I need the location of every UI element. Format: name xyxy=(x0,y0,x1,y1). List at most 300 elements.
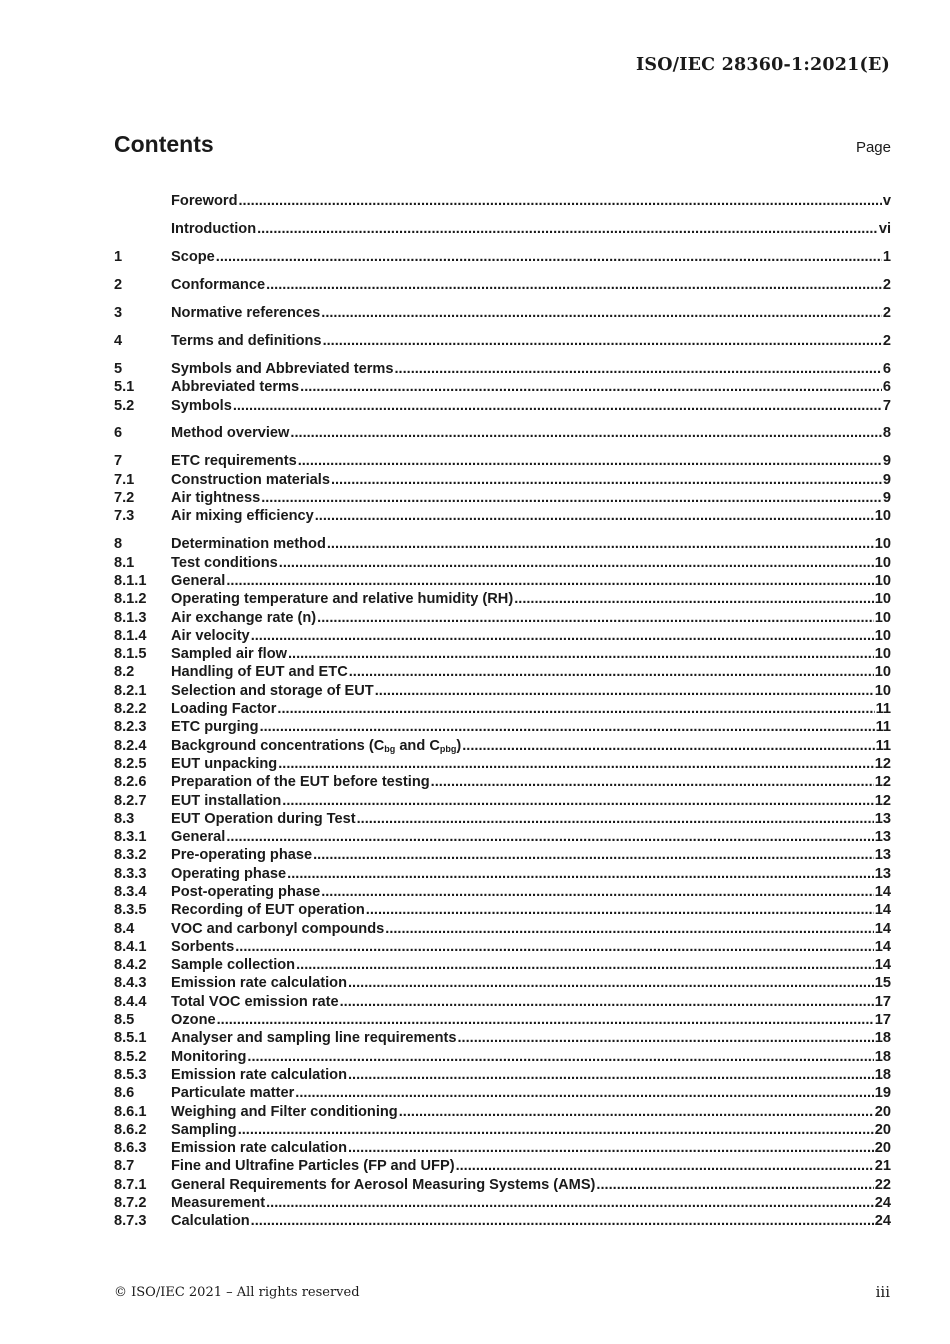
toc-entry-title: EUT Operation during Test xyxy=(171,810,356,827)
toc-entry-line xyxy=(171,974,891,992)
toc-entry-title: Test conditions xyxy=(171,554,278,571)
standard-identifier: ISO/IEC 28360-1:2021(E) xyxy=(636,55,890,75)
toc-entry[interactable] xyxy=(114,452,891,470)
toc-entry-line xyxy=(171,471,891,489)
toc-entry-title: Conformance xyxy=(171,276,266,293)
toc-entry-line xyxy=(171,489,891,507)
toc-entry-title: General xyxy=(171,829,226,846)
toc-entry-page: 13 xyxy=(874,847,891,864)
toc-entry[interactable] xyxy=(114,1029,891,1047)
toc-entry-page: 10 xyxy=(874,536,891,553)
dot-leader xyxy=(288,645,874,663)
toc-entry-page: 18 xyxy=(874,1048,891,1065)
dot-leader xyxy=(277,700,874,718)
toc-entry-title: Sorbents xyxy=(171,938,235,955)
toc-entry-page: 2 xyxy=(882,276,891,293)
toc-entry-line xyxy=(171,865,891,883)
toc-entry-number: 8.2.3 xyxy=(114,719,147,736)
toc-entry-number: 5.1 xyxy=(114,379,135,396)
toc-entry-line xyxy=(171,609,891,627)
toc-entry-number: 8.5.1 xyxy=(114,1030,147,1047)
toc-entry-title: VOC and carbonyl compounds xyxy=(171,920,385,937)
toc-entry-title: Emission rate calculation xyxy=(171,1140,347,1157)
toc-entry-page: 10 xyxy=(874,591,891,608)
toc-entry-number: 8.4 xyxy=(114,920,135,937)
toc-entry-title: Symbols and Abbreviated terms xyxy=(171,360,394,377)
toc-entry[interactable] xyxy=(114,220,891,238)
toc-entry-line xyxy=(171,1048,891,1066)
toc-entry[interactable] xyxy=(114,1176,891,1194)
toc-entry-page: 14 xyxy=(874,938,891,955)
dot-leader xyxy=(323,332,882,350)
toc-entry-number: 8.2.6 xyxy=(114,774,147,791)
toc-entry[interactable] xyxy=(114,609,891,627)
toc-entry-line xyxy=(171,332,891,350)
toc-entry-line xyxy=(171,1194,891,1212)
toc-entry-page: 10 xyxy=(874,664,891,681)
toc-entry-line xyxy=(171,901,891,919)
toc-entry-page: 11 xyxy=(875,701,891,718)
toc-entry-page: 9 xyxy=(882,453,891,470)
toc-entry-title: ETC purging xyxy=(171,719,259,736)
toc-entry-page: 12 xyxy=(874,792,891,809)
toc-entry-line xyxy=(171,276,891,294)
toc-entry-title: General Requirements for Aerosol Measuring Systems (AMS) xyxy=(171,1176,596,1193)
toc-entry-line xyxy=(171,938,891,956)
dot-leader xyxy=(235,938,874,956)
toc-entry[interactable] xyxy=(114,1011,891,1029)
toc-entry[interactable] xyxy=(114,627,891,645)
toc-entry-number: 8.1.1 xyxy=(114,572,147,589)
dot-leader xyxy=(290,424,881,442)
toc-entry[interactable] xyxy=(114,682,891,700)
toc-entry-page: 13 xyxy=(874,829,891,846)
toc-entry-page: 22 xyxy=(874,1176,891,1193)
toc-entry-line xyxy=(171,920,891,938)
toc-entry-page: 7 xyxy=(882,397,891,414)
toc-entry-line xyxy=(171,360,891,378)
dot-leader xyxy=(399,1103,874,1121)
toc-entry-page: 24 xyxy=(874,1195,891,1212)
toc-entry[interactable] xyxy=(114,535,891,553)
toc-entry-page: 9 xyxy=(882,471,891,488)
toc-entry-number: 4 xyxy=(114,332,123,349)
toc-entry-title: Scope xyxy=(171,248,215,265)
toc-entry-number: 7.3 xyxy=(114,508,135,525)
toc-entry[interactable] xyxy=(114,192,891,210)
toc-entry-page: 13 xyxy=(874,865,891,882)
toc-entry-title: Selection and storage of EUT xyxy=(171,682,374,699)
toc-entry-number: 1 xyxy=(114,248,123,265)
toc-entry-title: Post-operating phase xyxy=(171,883,321,900)
toc-entry-number: 8.2.7 xyxy=(114,792,147,809)
toc-entry-number: 8.2.5 xyxy=(114,755,147,772)
toc-entry[interactable] xyxy=(114,938,891,956)
toc-entry-page: 20 xyxy=(874,1140,891,1157)
toc-entry-page: 10 xyxy=(874,627,891,644)
toc-entry-page: 11 xyxy=(875,719,891,736)
dot-leader xyxy=(317,609,874,627)
toc-entry-page: 24 xyxy=(874,1213,891,1230)
toc-entry-title: Loading Factor xyxy=(171,701,277,718)
toc-entry-line xyxy=(171,883,891,901)
toc-entry-line xyxy=(171,554,891,572)
toc-entry-number: 8.4.2 xyxy=(114,957,147,974)
dot-leader xyxy=(357,810,874,828)
toc-entry-title: Terms and definitions xyxy=(171,332,322,349)
toc-entry[interactable] xyxy=(114,883,891,901)
toc-entry-number: 8.7.2 xyxy=(114,1195,147,1212)
toc-entry-number: 5.2 xyxy=(114,397,135,414)
dot-leader xyxy=(300,378,882,396)
toc-entry[interactable] xyxy=(114,360,891,378)
dot-leader xyxy=(315,507,874,525)
dot-leader xyxy=(366,901,874,919)
toc-entry-line xyxy=(171,397,891,415)
toc-entry-title: Foreword xyxy=(171,193,238,209)
toc-entry-title: Air exchange rate (n) xyxy=(171,609,317,626)
dot-leader xyxy=(331,471,882,489)
toc-entry-line xyxy=(171,378,891,396)
toc-entry-number: 8.3 xyxy=(114,810,135,827)
toc-entry[interactable] xyxy=(114,920,891,938)
toc-entry-page: 1 xyxy=(882,248,891,265)
dot-leader xyxy=(296,956,874,974)
dot-leader xyxy=(348,974,874,992)
toc-entry-page: 17 xyxy=(874,993,891,1010)
toc-entry-line xyxy=(171,828,891,846)
toc-entry-page: 8 xyxy=(882,425,891,442)
toc-entry-line xyxy=(171,1066,891,1084)
toc-entry[interactable] xyxy=(114,332,891,350)
toc-entry[interactable] xyxy=(114,590,891,608)
toc-entry-number: 8.2.2 xyxy=(114,701,147,718)
toc-entry-page: 15 xyxy=(874,975,891,992)
toc-entry-title: Construction materials xyxy=(171,471,330,488)
dot-leader xyxy=(279,554,874,572)
toc-entry-number: 8.1.5 xyxy=(114,646,147,663)
dot-leader xyxy=(295,1084,873,1102)
dot-leader xyxy=(394,360,881,378)
toc-entry-title-text: and C xyxy=(395,737,440,754)
dot-leader xyxy=(348,1139,874,1157)
dot-leader xyxy=(278,755,874,773)
toc-entry-line xyxy=(171,304,891,322)
toc-entry-page: 17 xyxy=(874,1012,891,1029)
toc-entry[interactable] xyxy=(114,865,891,883)
toc-entry-line xyxy=(171,718,891,736)
dot-leader xyxy=(233,397,882,415)
dot-leader xyxy=(266,276,882,294)
dot-leader xyxy=(238,1121,874,1139)
toc-entry[interactable] xyxy=(114,1066,891,1084)
dot-leader xyxy=(298,452,882,470)
toc-entry-page: 2 xyxy=(882,332,891,349)
dot-leader xyxy=(431,773,874,791)
toc-entry-number: 8.5.2 xyxy=(114,1048,147,1065)
toc-entry-number: 8.1.4 xyxy=(114,627,147,644)
toc-entry-number: 8.7 xyxy=(114,1158,135,1175)
toc-entry[interactable] xyxy=(114,663,891,681)
toc-entry-number: 8 xyxy=(114,536,123,553)
toc-entry[interactable] xyxy=(114,507,891,525)
toc-entry-number: 2 xyxy=(114,276,123,293)
toc-entry-page: 12 xyxy=(874,774,891,791)
toc-entry-page: 19 xyxy=(874,1085,891,1102)
toc-entry-line xyxy=(171,1212,891,1230)
toc-entry[interactable] xyxy=(114,489,891,507)
toc-entry-page: 20 xyxy=(874,1103,891,1120)
dot-leader xyxy=(257,220,878,238)
toc-entry-title: Pre-operating phase xyxy=(171,847,313,864)
toc-entry-number: 5 xyxy=(114,360,123,377)
dot-leader xyxy=(287,865,874,883)
toc-entry-page: 6 xyxy=(882,379,891,396)
toc-entry-number: 8.7.3 xyxy=(114,1213,147,1230)
toc-entry[interactable] xyxy=(114,1103,891,1121)
toc-entry[interactable] xyxy=(114,397,891,415)
toc-entry-number: 8.7.1 xyxy=(114,1176,147,1193)
toc-entry-number: 7.2 xyxy=(114,490,135,507)
toc-entry-page: 10 xyxy=(874,646,891,663)
dot-leader xyxy=(457,1029,873,1047)
toc-entry-title: Preparation of the EUT before testing xyxy=(171,774,430,791)
toc-entry-title: Sample collection xyxy=(171,957,296,974)
toc-entry-title: Abbreviated terms xyxy=(171,379,300,396)
toc-entry[interactable] xyxy=(114,993,891,1011)
toc-entry-line xyxy=(171,810,891,828)
toc-entry-title: Total VOC emission rate xyxy=(171,993,339,1010)
toc-entry-title: Symbols xyxy=(171,397,232,414)
toc-entry-number: 3 xyxy=(114,304,123,321)
toc-entry-title: Particulate matter xyxy=(171,1085,295,1102)
toc-entry-line xyxy=(171,755,891,773)
dot-leader xyxy=(462,737,874,755)
toc-entry-line xyxy=(171,1139,891,1157)
toc-entry[interactable] xyxy=(114,471,891,489)
toc-entry[interactable] xyxy=(114,846,891,864)
toc-entry-page: 2 xyxy=(882,304,891,321)
toc-entry-number: 8.2.4 xyxy=(114,737,147,754)
toc-entry-line xyxy=(171,700,891,718)
toc-entry-page: 10 xyxy=(874,572,891,589)
toc-entry-page: 10 xyxy=(874,609,891,626)
toc-entry[interactable] xyxy=(114,1048,891,1066)
toc-entry-line xyxy=(171,590,891,608)
toc-entry[interactable] xyxy=(114,792,891,810)
toc-entry-title: Analyser and sampling line requirements xyxy=(171,1030,457,1047)
dot-leader xyxy=(282,792,873,810)
toc-entry[interactable] xyxy=(114,645,891,663)
toc-entry[interactable] xyxy=(114,718,891,736)
dot-leader xyxy=(385,920,874,938)
toc-entry-line xyxy=(171,220,891,238)
toc-entry-line xyxy=(171,507,891,525)
toc-entry-title: Emission rate calculation xyxy=(171,975,347,992)
toc-entry-page: 6 xyxy=(882,360,891,377)
toc-entry-number: 8.6.1 xyxy=(114,1103,147,1120)
toc-entry-line xyxy=(171,645,891,663)
toc-entry-title: Operating temperature and relative humidity (RH) xyxy=(171,591,514,608)
toc-entry-title: Monitoring xyxy=(171,1048,247,1065)
toc-entry-line xyxy=(171,1011,891,1029)
table-of-contents xyxy=(114,192,891,1231)
subscript: bg xyxy=(384,743,396,754)
toc-entry-page: 10 xyxy=(874,682,891,699)
toc-entry-number: 8.1.2 xyxy=(114,591,147,608)
dot-leader xyxy=(327,535,874,553)
toc-entry-line xyxy=(171,846,891,864)
toc-entry-title: EUT unpacking xyxy=(171,755,278,772)
dot-leader xyxy=(514,590,874,608)
toc-entry-page: 14 xyxy=(874,902,891,919)
toc-entry-title: Sampling xyxy=(171,1121,237,1138)
toc-entry-number: 8.3.5 xyxy=(114,902,147,919)
toc-entry-title: Normative references xyxy=(171,304,321,321)
toc-entry-number: 7 xyxy=(114,453,123,470)
dot-leader xyxy=(217,1011,874,1029)
dot-leader xyxy=(340,993,874,1011)
dot-leader xyxy=(313,846,874,864)
toc-entry-title: Emission rate calculation xyxy=(171,1066,347,1083)
toc-entry-line xyxy=(171,248,891,266)
toc-entry-line xyxy=(171,535,891,553)
toc-entry-title: Handling of EUT and ETC xyxy=(171,664,348,681)
toc-entry-number: 8.6.2 xyxy=(114,1121,147,1138)
toc-entry-page: 10 xyxy=(874,508,891,525)
toc-entry-number: 8.4.4 xyxy=(114,993,147,1010)
toc-entry[interactable] xyxy=(114,1194,891,1212)
toc-entry-line xyxy=(171,956,891,974)
toc-entry-title: EUT installation xyxy=(171,792,282,809)
toc-entry-title: Air velocity xyxy=(171,627,250,644)
toc-entry-line xyxy=(171,1121,891,1139)
dot-leader xyxy=(247,1048,873,1066)
toc-entry[interactable] xyxy=(114,1084,891,1102)
dot-leader xyxy=(226,572,873,590)
toc-entry-number: 6 xyxy=(114,425,123,442)
toc-entry[interactable] xyxy=(114,554,891,572)
toc-entry-line xyxy=(171,1084,891,1102)
toc-entry[interactable] xyxy=(114,810,891,828)
page-number: iii xyxy=(875,1283,890,1301)
toc-entry[interactable] xyxy=(114,1121,891,1139)
toc-entry-page: 9 xyxy=(882,490,891,507)
toc-entry-title-text: ) xyxy=(456,737,462,754)
toc-entry-page: 18 xyxy=(874,1066,891,1083)
dot-leader xyxy=(456,1157,874,1175)
toc-entry[interactable] xyxy=(114,572,891,590)
toc-entry-page: v xyxy=(882,193,891,209)
toc-entry-title: Calculation xyxy=(171,1213,250,1230)
toc-entry[interactable] xyxy=(114,304,891,322)
toc-entry-number: 8.2 xyxy=(114,664,135,681)
toc-entry-page: 14 xyxy=(874,920,891,937)
toc-entry-title: Measurement xyxy=(171,1195,266,1212)
toc-entry-page: 12 xyxy=(874,755,891,772)
toc-entry[interactable] xyxy=(114,1212,891,1230)
toc-entry-line xyxy=(171,792,891,810)
toc-entry-number: 8.6 xyxy=(114,1085,135,1102)
toc-entry-title: Ozone xyxy=(171,1012,216,1029)
toc-entry[interactable] xyxy=(114,901,891,919)
toc-entry-title: Fine and Ultrafine Particles (FP and UFP) xyxy=(171,1158,455,1175)
dot-leader xyxy=(260,718,875,736)
toc-entry[interactable] xyxy=(114,700,891,718)
toc-entry-line xyxy=(171,682,891,700)
toc-entry[interactable] xyxy=(114,378,891,396)
toc-entry-title: Air mixing efficiency xyxy=(171,508,314,525)
toc-entry-number: 8.4.1 xyxy=(114,938,147,955)
dot-leader xyxy=(216,248,882,266)
dot-leader xyxy=(226,828,873,846)
toc-entry-number: 8.3.2 xyxy=(114,847,147,864)
dot-leader xyxy=(349,663,874,681)
dot-leader xyxy=(261,489,882,507)
dot-leader xyxy=(238,192,881,210)
dot-leader xyxy=(251,627,874,645)
dot-leader xyxy=(321,883,874,901)
toc-entry[interactable] xyxy=(114,737,891,755)
toc-entry-number: 7.1 xyxy=(114,471,135,488)
page-column-label: Page xyxy=(855,139,891,156)
toc-entry-line xyxy=(171,1103,891,1121)
toc-entry-title: Weighing and Filter conditioning xyxy=(171,1103,398,1120)
toc-entry-line xyxy=(171,663,891,681)
toc-entry-line xyxy=(171,1029,891,1047)
toc-entry-page: vi xyxy=(878,220,891,237)
dot-leader xyxy=(321,304,882,322)
toc-entry-title: ETC requirements xyxy=(171,453,297,470)
toc-entry-title: Sampled air flow xyxy=(171,646,287,663)
toc-entry-line xyxy=(171,572,891,590)
toc-entry[interactable] xyxy=(114,1139,891,1157)
toc-entry[interactable] xyxy=(114,956,891,974)
toc-entry-line xyxy=(171,773,891,791)
toc-entry-line xyxy=(171,627,891,645)
toc-entry-number: 8.6.3 xyxy=(114,1140,147,1157)
toc-entry-page: 10 xyxy=(874,554,891,571)
toc-entry-title: Recording of EUT operation xyxy=(171,902,365,919)
toc-entry-number: 8.5 xyxy=(114,1012,135,1029)
toc-entry-line xyxy=(171,192,891,210)
toc-entry[interactable] xyxy=(114,828,891,846)
toc-entry-number: 8.3.4 xyxy=(114,883,147,900)
toc-entry-page: 21 xyxy=(874,1158,891,1175)
toc-entry-line xyxy=(171,993,891,1011)
toc-entry-line xyxy=(171,452,891,470)
toc-entry-line xyxy=(171,424,891,442)
dot-leader xyxy=(266,1194,874,1212)
toc-entry-number: 8.3.1 xyxy=(114,829,147,846)
toc-entry[interactable] xyxy=(114,773,891,791)
toc-entry[interactable] xyxy=(114,276,891,294)
toc-entry[interactable] xyxy=(114,974,891,992)
toc-entry[interactable] xyxy=(114,424,891,442)
toc-entry-page: 20 xyxy=(874,1121,891,1138)
toc-entry-number: 8.1 xyxy=(114,554,135,571)
dot-leader xyxy=(596,1176,873,1194)
toc-entry-title: General xyxy=(171,572,226,589)
toc-entry[interactable] xyxy=(114,1157,891,1175)
toc-entry[interactable] xyxy=(114,248,891,266)
toc-entry-page: 14 xyxy=(874,883,891,900)
toc-entry[interactable] xyxy=(114,755,891,773)
toc-entry-number: 8.4.3 xyxy=(114,975,147,992)
dot-leader xyxy=(251,1212,874,1230)
toc-entry-title: Introduction xyxy=(171,220,257,237)
toc-entry-page: 18 xyxy=(874,1030,891,1047)
